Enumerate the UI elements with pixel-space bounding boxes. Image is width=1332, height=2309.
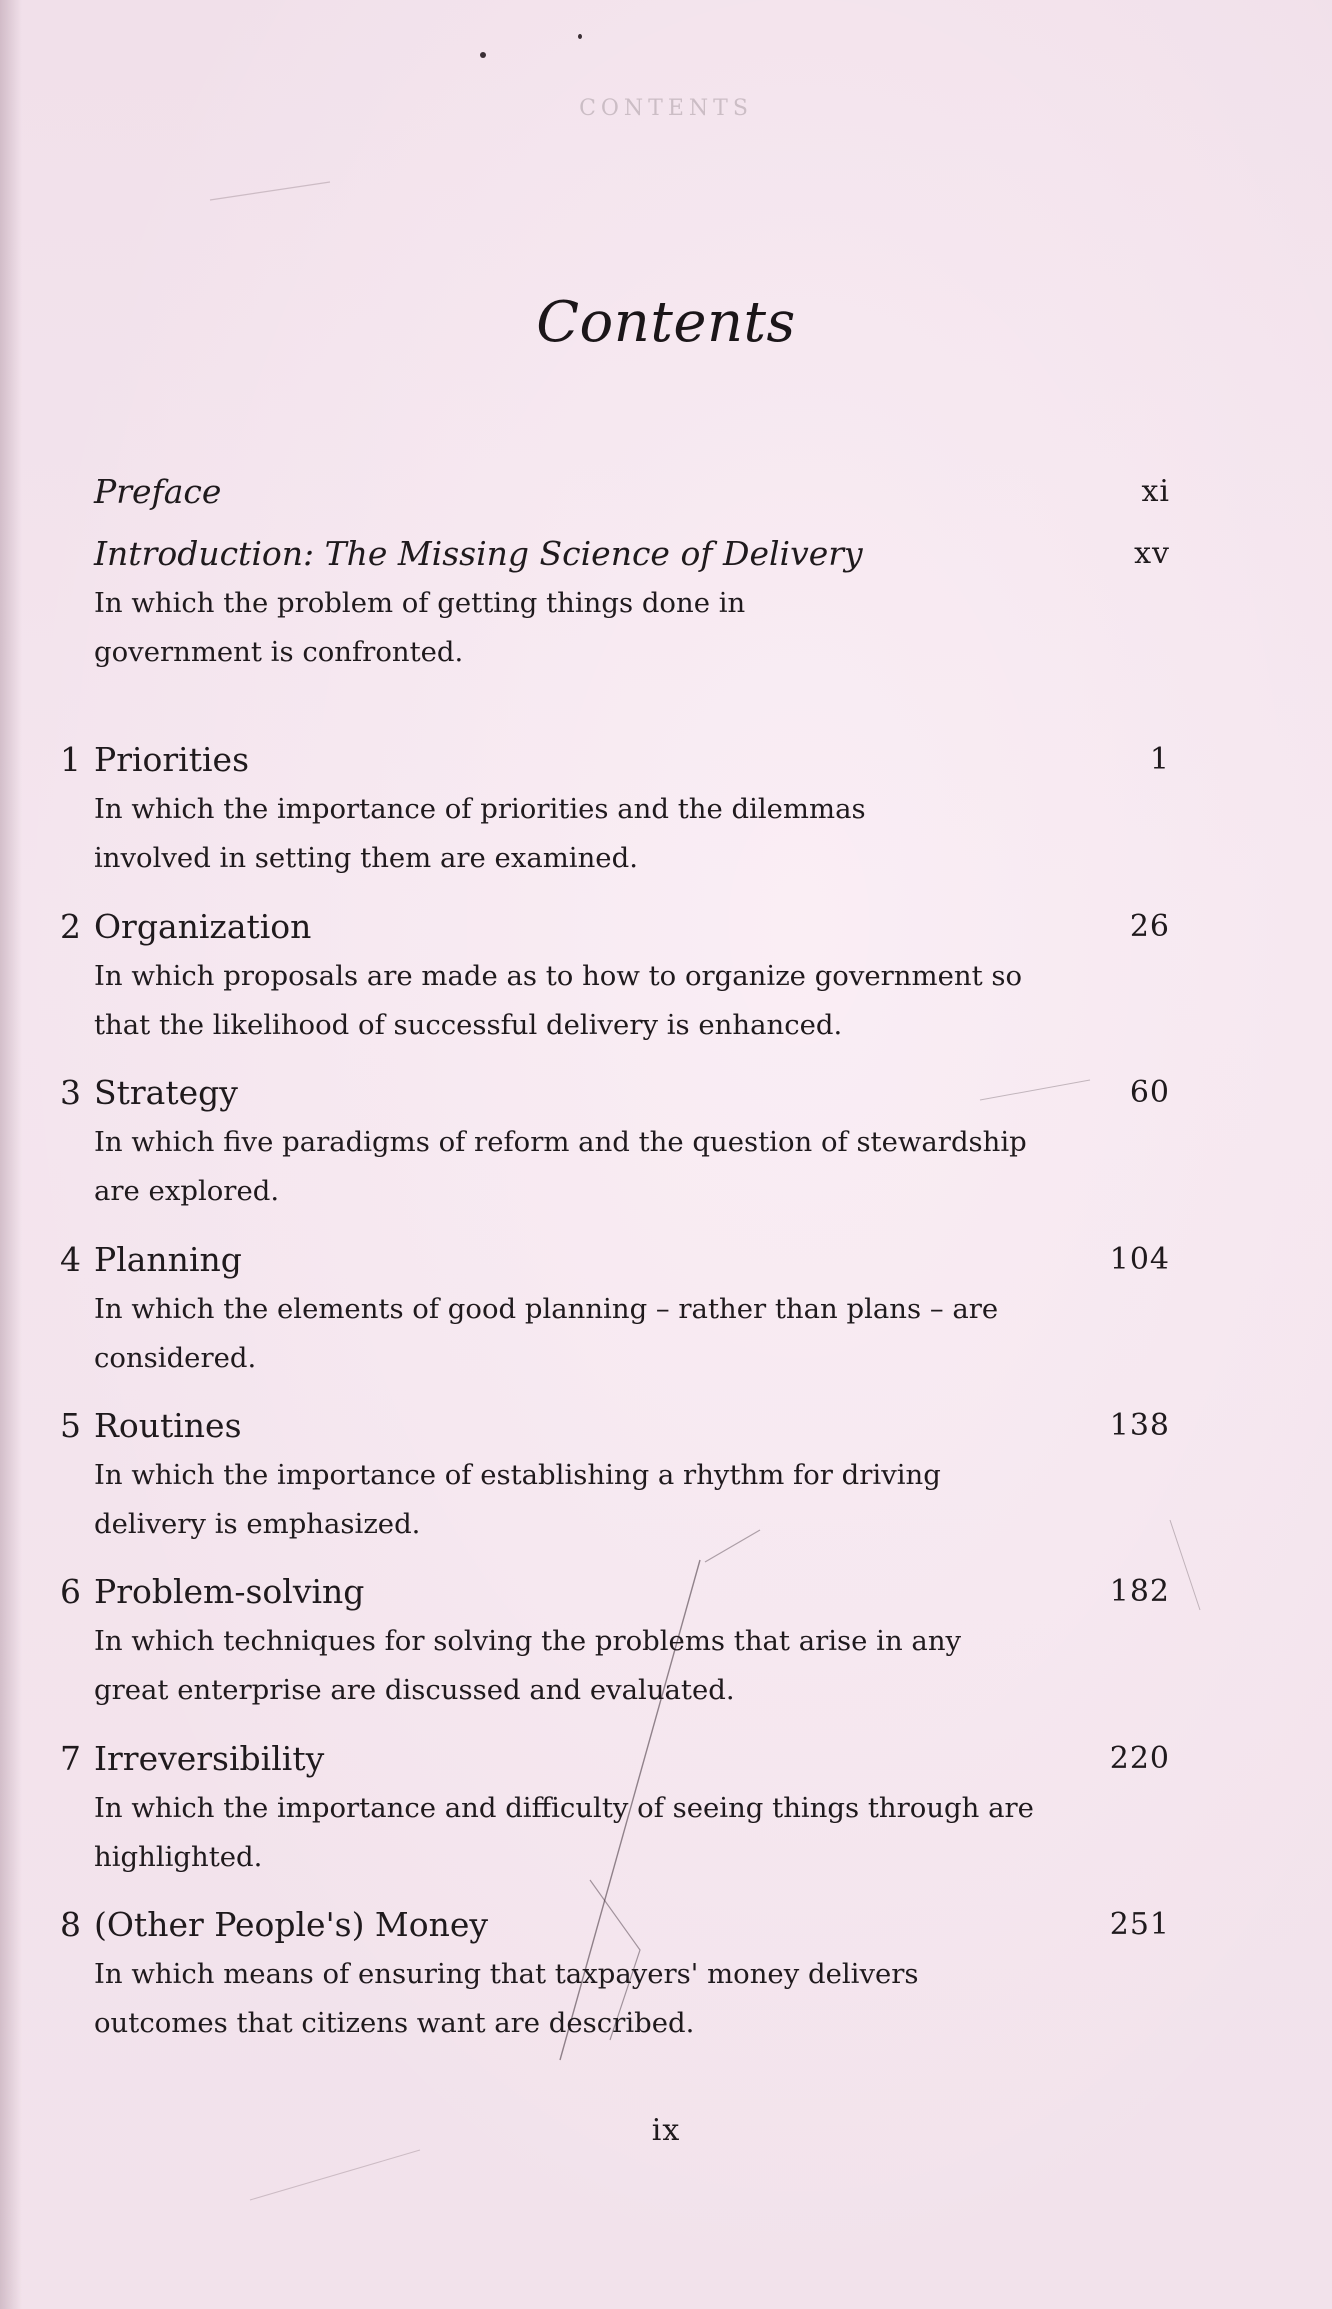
ink-speck — [578, 34, 582, 39]
entry-description: In which five paradigms of reform and the question of stewardship are explored. — [94, 1126, 1027, 1207]
entry-title: Strategy — [94, 1073, 238, 1112]
entry-description: In which the importance of priorities and the dilemmas involved in setting them are examined. — [94, 793, 866, 874]
toc-entry-chapter-3 — [60, 1067, 1170, 1216]
chapter-number: 4 — [60, 1240, 81, 1279]
chapter-number: 6 — [60, 1572, 81, 1611]
entry-title: Organization — [94, 907, 312, 946]
entry-description: In which the importance of establishing a rhythm for driving delivery is emphasized. — [94, 1459, 941, 1540]
chapter-number: 1 — [60, 740, 81, 779]
entry-page-number: 26 — [1129, 909, 1170, 944]
ink-speck — [480, 52, 486, 58]
toc-entry-chapter-1 — [60, 734, 1170, 883]
toc-entry-preface — [60, 466, 1170, 518]
entry-page-number: 182 — [1109, 1574, 1170, 1609]
entry-description: In which techniques for solving the problems that arise in any great enterprise are discussed and evaluated. — [94, 1625, 962, 1706]
toc-entry-chapter-4 — [60, 1234, 1170, 1383]
entry-title: Problem-solving — [94, 1572, 365, 1611]
entry-title: (Other People's) Money — [94, 1905, 489, 1944]
entry-page-number: xv — [1134, 536, 1170, 571]
toc-entry-chapter-8 — [60, 1899, 1170, 2048]
chapter-number: 2 — [60, 907, 81, 946]
entry-page-number: 60 — [1129, 1075, 1170, 1110]
entry-page-number: 138 — [1109, 1408, 1170, 1443]
page-folio: ix — [651, 2113, 681, 2148]
entry-description: In which proposals are made as to how to organize government so that the likelihood of successful delivery is enhanced. — [94, 960, 1023, 1041]
entry-page-number: 1 — [1149, 742, 1170, 777]
entry-page-number: xi — [1141, 474, 1170, 509]
page-title: Contents — [536, 290, 796, 355]
entry-title: Irreversibility — [94, 1739, 325, 1778]
entry-description: In which the problem of getting things done in government is confronted. — [94, 587, 746, 668]
entry-page-number: 251 — [1109, 1907, 1170, 1942]
chapter-number: 7 — [60, 1739, 81, 1778]
entry-page-number: 104 — [1109, 1242, 1170, 1277]
toc-entry-chapter-2 — [60, 901, 1170, 1050]
toc-entry-chapter-5 — [60, 1400, 1170, 1549]
entry-title: Preface — [94, 472, 222, 511]
entry-title: Routines — [94, 1406, 242, 1445]
entry-description: In which the importance and difficulty of seeing things through are highlighted. — [94, 1792, 1034, 1873]
chapter-number: 8 — [60, 1905, 81, 1944]
entry-title: Planning — [94, 1240, 242, 1279]
running-head: CONTENTS — [579, 96, 753, 121]
toc-entry-introduction — [60, 528, 1170, 677]
entry-description: In which the elements of good planning – rather than plans – are considered. — [94, 1293, 999, 1374]
entry-description: In which means of ensuring that taxpayers' money delivers outcomes that citizens want are described. — [94, 1958, 919, 2039]
entry-title: Introduction: The Missing Science of Delivery — [94, 534, 863, 573]
entry-title: Priorities — [94, 740, 250, 779]
toc-entry-chapter-7 — [60, 1733, 1170, 1882]
entry-page-number: 220 — [1109, 1741, 1170, 1776]
chapter-number: 5 — [60, 1406, 81, 1445]
toc-entry-chapter-6 — [60, 1566, 1170, 1715]
chapter-number: 3 — [60, 1073, 81, 1112]
